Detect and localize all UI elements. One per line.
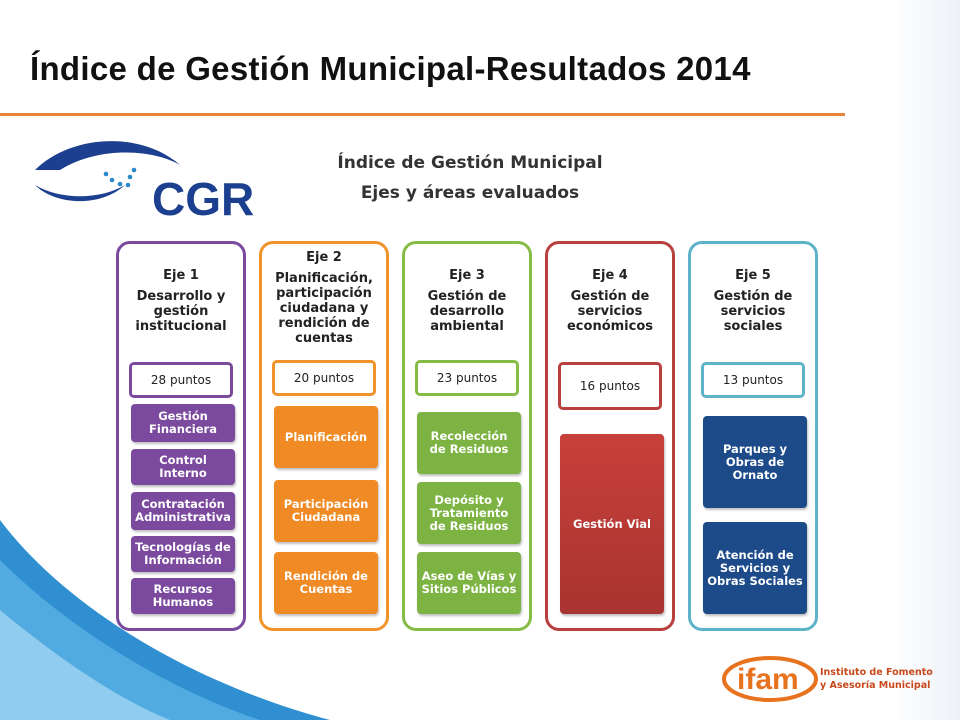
area-tecnologias-informacion: Tecnologías de Información [131,536,235,572]
area-participacion-ciudadana: Participación Ciudadana [274,480,378,542]
axis-heading [405,268,529,334]
axis-points: 28 puntos [129,362,233,398]
title-rule [0,113,845,116]
axis-points: 23 puntos [415,360,519,396]
axis-name: Desarrollo y gestión institucional [135,289,227,334]
cgr-logo-text: CGR [152,173,255,220]
axis-heading [691,268,815,334]
area-deposito-tratamiento-residuos: Depósito y Tratamiento de Residuos [417,482,521,544]
axis-number: Eje 3 [449,268,485,283]
axis-points: 16 puntos [558,362,662,410]
area-parques-obras-ornato: Parques y Obras de Ornato [703,416,807,508]
axis-points: 20 puntos [272,360,376,396]
axis-column-5 [688,241,818,631]
ifam-logo-text: ifam [737,663,799,696]
area-planificacion: Planificación [274,406,378,468]
axis-number: Eje 2 [306,250,342,265]
area-recoleccion-residuos: Recolección de Residuos [417,412,521,474]
ifam-institution-name: Instituto de Fomento y Asesoría Municipal [820,667,933,691]
area-control-interno: Control Interno [131,449,235,485]
axis-number: Eje 4 [592,268,628,283]
axis-column-3 [402,241,532,631]
axis-heading [119,268,243,334]
axis-name: Gestión de desarrollo ambiental [427,289,507,334]
axis-name: Gestión de servicios sociales [713,289,793,334]
area-rendicion-cuentas: Rendición de Cuentas [274,552,378,614]
axis-name: Gestión de servicios económicos [566,289,654,334]
chart-heading [300,148,640,208]
axis-heading [262,250,386,346]
axis-name: Planificación, participación ciudadana y rendición de cuentas [275,271,373,346]
area-aseo-vias-sitios-publicos: Aseo de Vías y Sitios Públicos [417,552,521,614]
area-contratacion-administrativa: Contratación Administrativa [131,492,235,530]
area-recursos-humanos: Recursos Humanos [131,578,235,614]
axis-column-1 [116,241,246,631]
cgr-logo [30,130,265,220]
area-gestion-financiera: Gestión Financiera [131,404,235,442]
area-gestion-vial: Gestión Vial [560,434,664,614]
axis-number: Eje 5 [735,268,771,283]
slide-title: Índice de Gestión Municipal-Resultados 2014 [30,50,751,87]
axis-number: Eje 1 [163,268,199,283]
axis-points: 13 puntos [701,362,805,398]
area-atencion-servicios-obras-sociales: Atención de Servicios y Obras Sociales [703,522,807,614]
chart-title: Índice de Gestión Municipal [337,153,603,173]
chart-subtitle: Ejes y áreas evaluados [360,183,580,203]
axis-column-4 [545,241,675,631]
axis-heading [548,268,672,334]
axis-column-2 [259,241,389,631]
